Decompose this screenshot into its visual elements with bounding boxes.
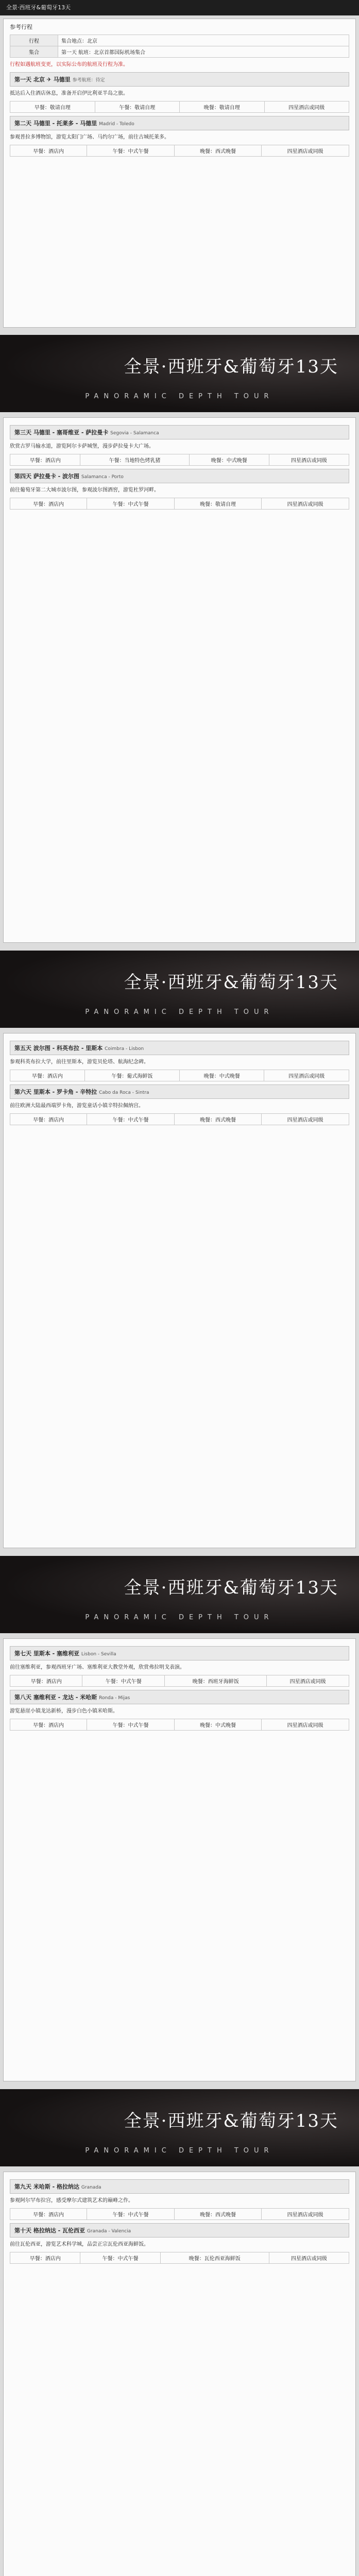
banner-title: 全景·西班牙&葡萄牙13天: [124, 972, 338, 993]
hotel: 四星酒店或同级: [262, 2209, 349, 2220]
meal-lunch: 午餐：中式午餐: [87, 1719, 175, 1731]
meals-table: [10, 498, 349, 510]
banner-subtitle: PANORAMIC DEPTH TOUR: [85, 2147, 274, 2155]
meal-dinner: 晚餐：西班牙海鲜饭: [165, 1675, 267, 1687]
days-card: [3, 1033, 356, 1548]
day-note: 参观阿尔罕布拉宫，感受摩尔式建筑艺术的巅峰之作。: [10, 2198, 133, 2204]
meal-lunch: 午餐：中式午餐: [80, 2252, 160, 2264]
hotel: 四星酒店或同级: [262, 498, 349, 510]
day-title: 第七天 里斯本 - 塞维利亚: [14, 1650, 80, 1657]
meal-lunch: 午餐：敬请自理: [95, 101, 180, 113]
hotel: 四星酒店或同级: [262, 1719, 349, 1731]
day-title: 第十天 格拉纳达 - 瓦伦西亚: [14, 2227, 86, 2234]
day-header: [10, 1041, 349, 1055]
meal-breakfast: 早餐：酒店内: [10, 1719, 87, 1731]
meal-breakfast: 早餐：酒店内: [10, 498, 87, 510]
meal-breakfast: 早餐：酒店内: [10, 454, 80, 466]
section-banner: [0, 335, 359, 412]
hotel: 四星酒店或同级: [267, 1675, 349, 1687]
day-sub: Cabo da Roca - Sintra: [99, 1090, 149, 1095]
meals-table: [10, 2252, 349, 2264]
meal-lunch: 午餐：葡式海鲜饭: [84, 1070, 179, 1081]
meal-breakfast: 早餐：酒店内: [10, 1114, 87, 1125]
banner-subtitle: PANORAMIC DEPTH TOUR: [85, 393, 274, 400]
meal-lunch: 午餐：中式午餐: [87, 1114, 175, 1125]
day-header: [10, 72, 349, 87]
meal-breakfast: 早餐：酒店内: [10, 145, 87, 157]
day-note: 前往葡萄牙第二大城市波尔图，参观波尔图酒窖，游览杜罗河畔。: [10, 487, 159, 493]
day-title: 第六天 里斯本 - 罗卡角 - 辛特拉: [14, 1089, 97, 1095]
day-note: 前往瓦伦西亚，游览艺术科学城，品尝正宗瓦伦西亚海鲜饭。: [10, 2242, 149, 2247]
meal-dinner: 晚餐：中式晚餐: [179, 1070, 264, 1081]
meals-table: [10, 1719, 349, 1731]
meal-breakfast: 早餐：酒店内: [10, 1070, 85, 1081]
hotel: 四星酒店或同级: [269, 454, 349, 466]
banner-title: 全景·西班牙&葡萄牙13天: [124, 1578, 338, 1598]
section-banner: [0, 2089, 359, 2166]
days-card: [3, 1638, 356, 2081]
top-strip-title: 全景·西班牙&葡萄牙13天: [6, 4, 71, 11]
days-card: [3, 417, 356, 943]
day-header: [10, 1084, 349, 1099]
day-note: 参观科英布拉大学，前往里斯本，游览贝伦塔、航海纪念碑。: [10, 1059, 149, 1065]
meal-dinner: 晚餐：敬请自理: [180, 101, 265, 113]
meal-dinner: 晚餐：中式晚餐: [174, 1719, 262, 1731]
day-header: [10, 2179, 349, 2194]
meal-dinner: 晚餐：西式晚餐: [174, 145, 262, 157]
hotel: 四星酒店或同级: [262, 145, 349, 157]
meals-table: [10, 2208, 349, 2220]
day-title: 第二天 马德里 - 托莱多 - 马德里: [14, 120, 97, 127]
meal-lunch: 午餐：当地特色烤乳猪: [80, 454, 189, 466]
meals-table: [10, 1070, 349, 1081]
meals-table: [10, 1113, 349, 1125]
day-header: [10, 425, 349, 439]
section-banner: [0, 1556, 359, 1633]
day-title: 第四天 萨拉曼卡 - 波尔图: [14, 473, 80, 480]
day-note: 前往欧洲大陆最西端罗卡角，游览童话小镇辛特拉佩纳宫。: [10, 1103, 144, 1109]
day-sub: Granada - Valencia: [87, 2229, 131, 2234]
meals-table: [10, 101, 349, 113]
day-sub: Madrid - Toledo: [99, 122, 134, 127]
day-sub: Salamanca - Porto: [81, 474, 124, 480]
banner-title: 全景·西班牙&葡萄牙13天: [124, 2111, 338, 2131]
intro-cell: 第一天 航班：北京首都国际机场集合: [58, 46, 349, 58]
day-header: [10, 1646, 349, 1660]
meal-breakfast: 早餐：酒店内: [10, 2209, 87, 2220]
meal-dinner: 晚餐：西式晚餐: [174, 2209, 262, 2220]
hotel: 四星酒店或同级: [262, 1114, 349, 1125]
meal-lunch: 午餐：中式午餐: [87, 145, 175, 157]
meal-lunch: 午餐：中式午餐: [82, 1675, 165, 1687]
day-sub: Coimbra - Lisbon: [105, 1046, 144, 1052]
hotel: 四星酒店或同级: [269, 2252, 349, 2264]
day-sub: Segovia - Salamanca: [110, 431, 159, 436]
section-banner: [0, 951, 359, 1028]
hotel: 四星酒店或同级: [264, 1070, 349, 1081]
day-sub: Lisbon - Sevilla: [81, 1652, 116, 1657]
intro-table: 行程 集合地点：北京 集合 第一天 航班：北京首都国际机场集合: [10, 35, 349, 58]
meal-dinner: 晚餐：西式晚餐: [174, 1114, 262, 1125]
meal-breakfast: 早餐：酒店内: [10, 2252, 80, 2264]
meal-dinner: 晚餐：中式晚餐: [189, 454, 269, 466]
day-note: 参观普拉多博物馆，游览太阳门广场、马约尔广场，前往古城托莱多。: [10, 134, 169, 140]
day-title: 第九天 米哈斯 - 格拉纳达: [14, 2183, 80, 2190]
day-note: 抵达后入住酒店休息，准备开启伊比利亚半岛之旅。: [10, 91, 128, 96]
meal-breakfast: 早餐：酒店内: [10, 1675, 82, 1687]
intro-line: 参考行程: [10, 24, 32, 30]
day-title: 第八天 塞维利亚 - 龙达 - 米哈斯: [14, 1694, 97, 1701]
meals-table: [10, 145, 349, 157]
banner-title: 全景·西班牙&葡萄牙13天: [124, 357, 338, 377]
day-header: [10, 469, 349, 483]
meals-table: [10, 454, 349, 466]
banner-subtitle: PANORAMIC DEPTH TOUR: [85, 1614, 274, 1621]
banner-subtitle: PANORAMIC DEPTH TOUR: [85, 1008, 274, 1016]
day-header: [10, 1690, 349, 1704]
day-header: [10, 2223, 349, 2238]
intro-cell: 集合地点：北京: [58, 35, 349, 46]
day-sub: Granada: [81, 2185, 101, 2190]
meals-table: [10, 1675, 349, 1687]
intro-note: 行程如遇航班变更，以实际公布的航班及行程为准。: [10, 62, 128, 67]
day-header: [10, 116, 349, 130]
top-strip: [0, 0, 359, 15]
day-sub: Ronda - Mijas: [99, 1696, 130, 1701]
day-title: 第三天 马德里 - 塞哥维亚 - 萨拉曼卡: [14, 429, 109, 436]
day-sub: 参考航班：待定: [72, 78, 105, 83]
meal-dinner: 晚餐：敬请自理: [174, 498, 262, 510]
hotel: 四星酒店或同级: [264, 101, 349, 113]
day-title: 第五天 波尔图 - 科英布拉 - 里斯本: [14, 1045, 103, 1052]
meal-lunch: 午餐：中式午餐: [87, 498, 175, 510]
days-card: [3, 2172, 356, 2576]
meal-breakfast: 早餐：敬请自理: [10, 101, 95, 113]
day-note: 游览悬崖小镇龙达新桥，漫步白色小镇米哈斯。: [10, 1708, 118, 1714]
day-note: 欣赏古罗马输水道，游览阿尔卡萨城堡，漫步萨拉曼卡大广场。: [10, 444, 154, 449]
meal-lunch: 午餐：中式午餐: [87, 2209, 175, 2220]
meal-dinner: 晚餐：瓦伦西亚海鲜饭: [160, 2252, 269, 2264]
day-title: 第一天 北京 ✈ 马德里: [14, 76, 71, 83]
day-note: 前往塞维利亚，参观西班牙广场、塞维利亚大教堂外观，欣赏弗拉明戈表演。: [10, 1665, 185, 1670]
intro-card: [3, 19, 356, 328]
